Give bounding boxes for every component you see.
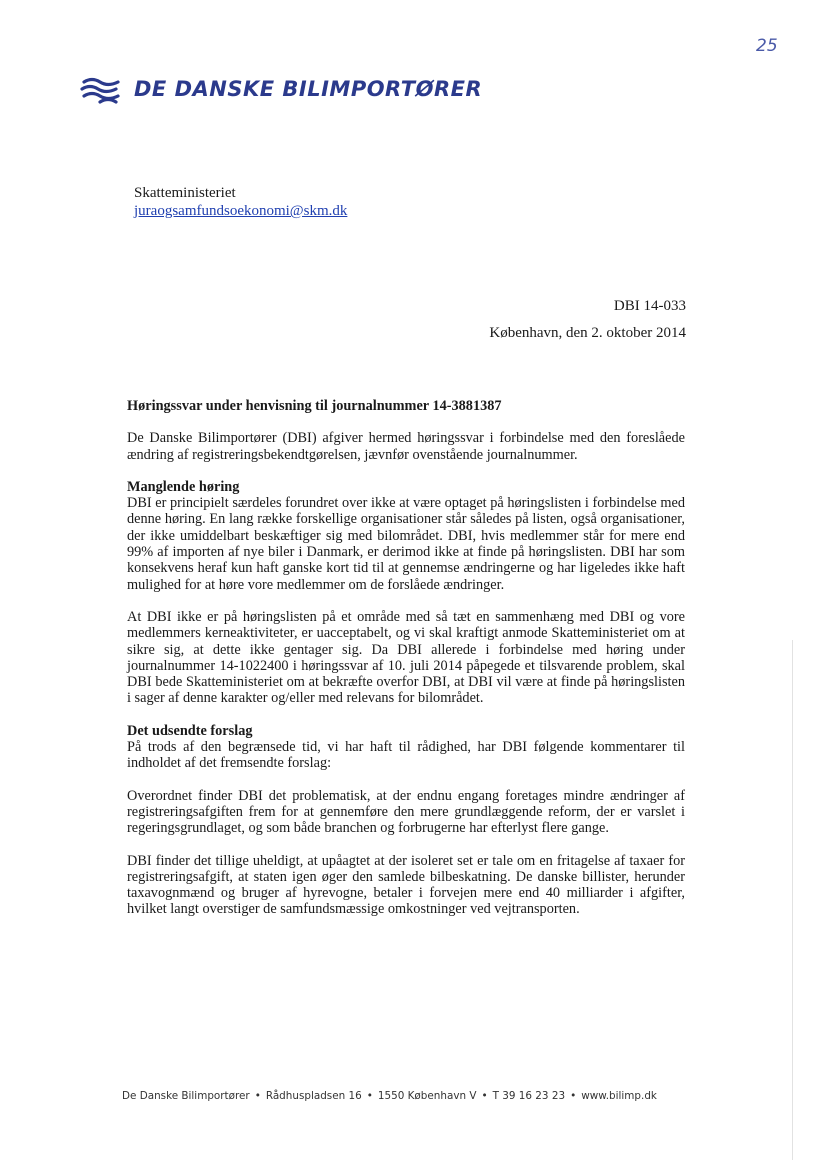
section-manglende-hoering [127,479,685,593]
footer-city: 1550 København V [377,1090,477,1102]
section-paragraph: På trods af den begrænsede tid, vi har haft til rådighed, har DBI følgende kommentarer til indholdet af det fremsendte forslag: [127,739,685,772]
scan-edge-line [792,640,793,1160]
recipient-email-link[interactable]: juraogsamfundsoekonomi@skm.dk [134,203,348,219]
footer-org: De Danske Bilimportører [122,1090,250,1102]
footer-website-link[interactable]: www.bilimp.dk [581,1090,657,1102]
letter-body [127,398,685,934]
footer-phone: T 39 16 23 23 [492,1090,566,1102]
place-date: København, den 2. oktober 2014 [489,325,686,341]
company-logo [80,74,482,104]
footer-separator: • [481,1090,488,1102]
letter-meta [489,298,686,352]
footer-separator: • [254,1090,261,1102]
section-paragraph: DBI finder det tillige uheldigt, at upåagtet at der isoleret set er tale om en fritagelse af taxaer for registreringsafgift, at staten igen øger den samlede bilbeskatning. De danske billister, herunder taxavognmænd og bruger af hyrevogne, betaler i forvejen mere end 40 milliarder i afgifter, hvilket langt overstiger de samfundsmæssige omkostninger ved vejtransporten. [127,852,685,918]
wave-lines-logo-icon [80,74,126,104]
intro-paragraph: De Danske Bilimportører (DBI) afgiver hermed høringssvar i forbindelse med den foreslåede ændring af registreringsbekendtgørelsen, jævnfør ovenstående journalnummer. [127,430,685,463]
letter-footer [122,1090,702,1102]
reference-number: DBI 14-033 [613,298,686,314]
section-det-udsendte-forslag [127,723,685,772]
section-heading: Det udsendte forslag [127,722,253,739]
logo-text: DE DANSKE BILIMPORTØRER [134,77,483,101]
footer-separator: • [366,1090,373,1102]
handwritten-page-number: 25 [756,36,778,56]
recipient-block [134,184,347,220]
recipient-name: Skatteministeriet [134,185,236,201]
section-paragraph: At DBI ikke er på høringslisten på et område med så tæt en sammenhæng med DBI og vore medlemmers kerneaktiviteter, er uacceptabelt, og vi skal kraftigt anmode Skatteministeriet om at sikre sig, at dette ikke gentager sig. Da DBI allerede i forbindelse med høring under journalnummer 14-1022400 i høringssvar af 10. juli 2014 påpegede et tilsvarende problem, skal DBI bede Skatteministeriet om at bekræfte overfor DBI, at DBI vil være at finde på høringslisten i sager af denne karakter og/eller med relevans for bilområdet. [127,608,685,707]
section-paragraph: DBI er principielt særdeles forundret over ikke at være optaget på høringslisten i forbindelse med denne høring. En lang række forskellige organisationer står således på listen, også organisationer, der ikke umiddelbart beskæftiger sig med bilområdet. DBI, hvis medlemmer står for mere end 99% af importen af nye biler i Danmark, er derimod ikke at finde på høringslisten. DBI har som konsekvens heraf kun haft ganske kort tid til at gennemse ændringerne og har ligeledes ikke haft mulighed for at høre vore medlemmer om de forslåede ændringer. [127,495,685,593]
subject-line: Høringssvar under henvisning til journalnummer 14-3881387 [127,398,502,414]
section-paragraph: Overordnet finder DBI det problematisk, at der endnu engang foretages mindre ændringer af registreringsafgiften frem for at gennemføre den mere grundlæggende reform, der er varslet i regeringsgrundlaget, og som både branchen og forbrugerne har efterlyst flere gange. [127,787,685,837]
footer-address: Rådhuspladsen 16 [265,1090,362,1102]
section-heading: Manglende høring [127,478,240,495]
footer-separator: • [570,1090,577,1102]
